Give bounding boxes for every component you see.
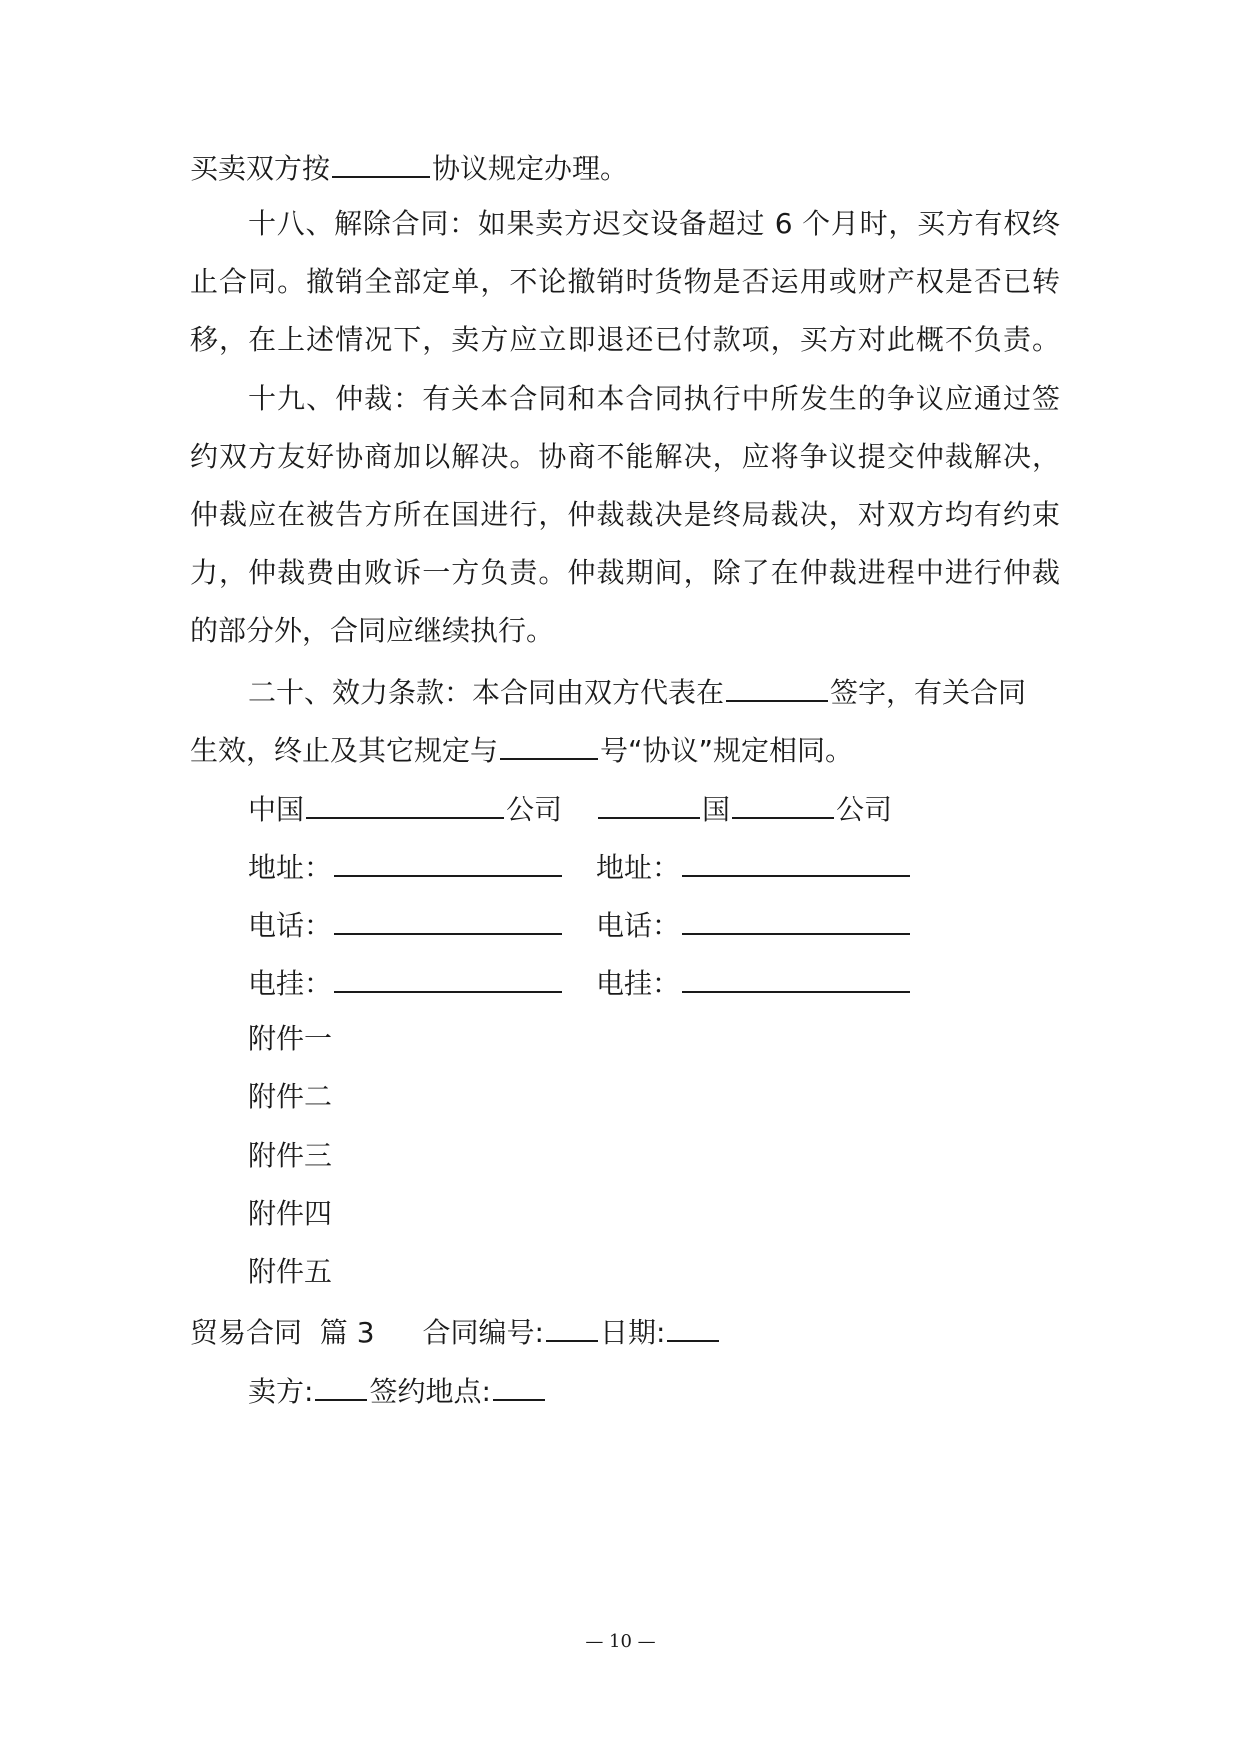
p20-line2-before: 生效，终止及其它规定与 [190, 734, 499, 767]
party-b-suffix: 公司 [836, 793, 893, 826]
phone-row [248, 903, 1060, 946]
party-b-phone-label: 电话： [596, 909, 681, 942]
p18-line2: 止合同。撤销全部定单，不论撤销时货物是否运用或财产权是否已转 [190, 265, 1060, 298]
party-b-country-suffix: 国 [702, 793, 731, 826]
seller-row [248, 1369, 1060, 1412]
party-b-address-label: 地址： [596, 851, 681, 884]
p19-line3: 仲裁应在被告方所在国进行，仲裁裁决是终局裁决，对双方均有约束 [190, 498, 1060, 531]
page-number: — 10 — [585, 1631, 656, 1652]
party-a-phone-label: 电话： [248, 909, 333, 942]
p19-line4: 力，仲裁费由败诉一方负责。仲裁期间，除了在仲裁进程中进行仲裁 [190, 556, 1060, 589]
blank-party-b-phone [682, 903, 910, 935]
party-a-telex-label: 电挂： [248, 967, 333, 1000]
blank-party-b-telex [682, 961, 910, 993]
blank-contract-number [546, 1310, 598, 1342]
p17-tail [190, 146, 1060, 189]
p20-line1 [248, 670, 1060, 713]
p19-line5: 的部分外，合同应继续执行。 [190, 614, 555, 647]
p19-line1: 十九、仲裁：有关本合同和本合同执行中所发生的争议应通过签 [248, 382, 1060, 415]
contract-date-label: 日期: [599, 1316, 666, 1349]
p18-line1: 十八、解除合同：如果卖方迟交设备超过 6 个月时，买方有权终 [248, 207, 1060, 240]
p20-line1-before: 二十、效力条款：本合同由双方代表在 [248, 676, 725, 709]
contract-number-label: 合同编号: [422, 1316, 544, 1349]
party-a-prefix: 中国 [248, 793, 305, 826]
next-contract-heading [190, 1310, 1060, 1353]
p19-line2: 约双方友好协商加以解决。协商不能解决，应将争议提交仲裁解决， [190, 440, 1060, 473]
blank-agreement-number [500, 728, 598, 760]
party-names-row [248, 787, 1060, 830]
blank-party-a-address [334, 845, 562, 877]
blank-sign-place [726, 670, 828, 702]
telex-row [248, 961, 1060, 1004]
address-row [248, 845, 1060, 888]
blank-party-b-address [682, 845, 910, 877]
signing-place-label: 签约地点: [369, 1375, 491, 1408]
blank-party-a-phone [334, 903, 562, 935]
party-b-telex-label: 电挂： [596, 967, 681, 1000]
blank-party-b-name [732, 787, 834, 819]
p18-line3: 移，在上述情况下，卖方应立即退还已付款项，买方对此概不负责。 [190, 323, 1060, 356]
next-contract-title: 贸易合同 篇 3 [190, 1316, 375, 1349]
blank-agreement [332, 146, 430, 178]
attachment-3: 附件三 [248, 1139, 333, 1172]
p20-line2 [190, 728, 1060, 771]
blank-seller [315, 1369, 367, 1401]
p20-line2-after: 号“协议”规定相同。 [600, 734, 854, 767]
attachment-4: 附件四 [248, 1197, 333, 1230]
seller-label: 卖方: [248, 1375, 314, 1408]
blank-party-b-country [598, 787, 700, 819]
party-a-address-label: 地址： [248, 851, 333, 884]
attachment-2: 附件二 [248, 1080, 333, 1113]
p20-line1-after: 签字，有关合同 [830, 676, 1027, 709]
party-a-suffix: 公司 [506, 793, 563, 826]
blank-signing-place [493, 1369, 545, 1401]
party-b-name [596, 787, 892, 830]
attachment-1: 附件一 [248, 1022, 333, 1055]
blank-party-a-telex [334, 961, 562, 993]
p17-text-before: 买卖双方按 [190, 152, 331, 185]
blank-contract-date [667, 1310, 719, 1342]
blank-party-a-name [306, 787, 504, 819]
p17-text-after: 协议规定办理。 [432, 152, 629, 185]
attachment-5: 附件五 [248, 1255, 333, 1288]
